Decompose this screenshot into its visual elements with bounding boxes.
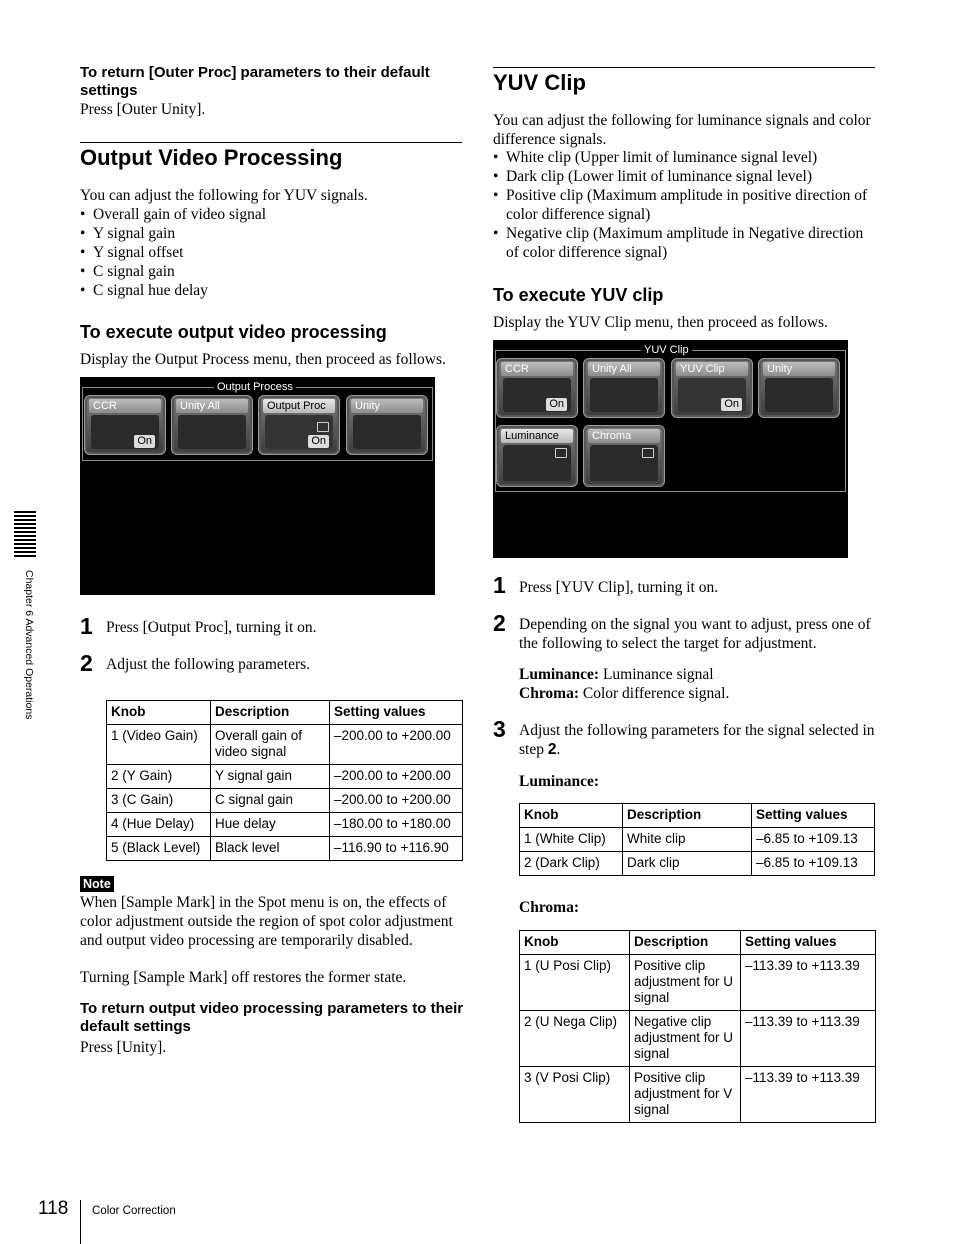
table-row: 1 (U Posi Clip) Positive clip adjustment for U signal –113.39 to +113.39 bbox=[520, 955, 876, 1011]
step-text: Press [Output Proc], turning it on. bbox=[106, 619, 317, 636]
footer-section: Color Correction bbox=[92, 1205, 176, 1217]
intro-text: You can adjust the following for YUV signals. bbox=[80, 187, 368, 204]
unity-button[interactable]: Unity bbox=[346, 395, 428, 455]
step-number: 1 bbox=[80, 613, 93, 639]
list-item: • Y signal gain bbox=[80, 224, 460, 243]
list-item: • Y signal offset bbox=[80, 243, 460, 262]
table-header-row: Knob Description Setting values bbox=[520, 931, 876, 955]
return-defaults-text: Press [Unity]. bbox=[80, 1039, 167, 1056]
table-row: 3 (V Posi Clip) Positive clip adjustment for V signal –113.39 to +113.39 bbox=[520, 1067, 876, 1123]
camera-icon bbox=[642, 448, 654, 458]
table-row: 4 (Hue Delay) Hue delay –180.00 to +180.00 bbox=[107, 813, 463, 837]
list-item: • Negative clip (Maximum amplitude in Negative direction of color difference signal) bbox=[493, 224, 875, 262]
bullet-list bbox=[80, 205, 460, 300]
table-row: 3 (C Gain) C signal gain –200.00 to +200.00 bbox=[107, 789, 463, 813]
bullet-list bbox=[493, 148, 875, 262]
note-text: Turning [Sample Mark] off restores the former state. bbox=[80, 969, 407, 986]
camera-icon bbox=[555, 448, 567, 458]
on-indicator: On bbox=[134, 435, 155, 448]
list-item: • White clip (Upper limit of luminance signal level) bbox=[493, 148, 875, 167]
ccr-button[interactable]: CCR On bbox=[84, 395, 166, 455]
output-proc-button[interactable]: Output Proc On bbox=[258, 395, 340, 455]
list-item: • Dark clip (Lower limit of luminance signal level) bbox=[493, 167, 875, 186]
table-header-row: Knob Description Setting values bbox=[107, 701, 463, 725]
table-row: 2 (U Nega Clip) Negative clip adjustment for U signal –113.39 to +113.39 bbox=[520, 1011, 876, 1067]
intro-text: You can adjust the following for luminance signals and color difference signals. bbox=[493, 112, 871, 148]
luminance-table-label: Luminance: bbox=[519, 773, 600, 790]
chroma-params-table bbox=[519, 930, 876, 1123]
step-text: Adjust the following parameters for the signal selected in step 2. bbox=[519, 722, 875, 758]
list-item: • Positive clip (Maximum amplitude in positive direction of color difference signal) bbox=[493, 186, 875, 224]
on-indicator: On bbox=[308, 435, 329, 448]
list-item: • C signal gain bbox=[80, 262, 460, 281]
unity-button[interactable]: Unity bbox=[758, 358, 840, 418]
yuv-clip-menu-screenshot bbox=[493, 340, 848, 558]
note-text: When [Sample Mark] in the Spot menu is on, the effects of color adjustment outside the region of spot color adjustment and output video processing are temporarily disabled. bbox=[80, 894, 453, 949]
outer-proc-text: Press [Outer Unity]. bbox=[80, 101, 206, 118]
section-title-yuv-clip: YUV Clip bbox=[493, 70, 586, 95]
luminance-definition: Luminance: Luminance signal bbox=[519, 666, 714, 683]
footer-divider bbox=[80, 1200, 81, 1244]
list-item: • C signal hue delay bbox=[80, 281, 460, 300]
table-header-row: Knob Description Setting values bbox=[520, 804, 875, 828]
procedure-heading: To execute YUV clip bbox=[493, 285, 664, 305]
procedure-heading: To execute output video processing bbox=[80, 322, 387, 342]
note-badge: Note bbox=[80, 876, 114, 892]
procedure-text: Display the YUV Clip menu, then proceed as follows. bbox=[493, 314, 828, 331]
ccr-button[interactable]: CCR On bbox=[496, 358, 578, 418]
table-row: 2 (Y Gain) Y signal gain –200.00 to +200.00 bbox=[107, 765, 463, 789]
menu-title: Output Process bbox=[214, 381, 296, 394]
on-indicator: On bbox=[721, 398, 742, 411]
page-number: 118 bbox=[38, 1198, 69, 1219]
chroma-table-label: Chroma: bbox=[519, 899, 579, 916]
step-text: Depending on the signal you want to adjust, press one of the following to select the target for adjustment. bbox=[519, 616, 871, 652]
camera-icon bbox=[317, 422, 329, 432]
list-item: • Overall gain of video signal bbox=[80, 205, 460, 224]
step-text: Press [YUV Clip], turning it on. bbox=[519, 579, 719, 596]
table-row: 2 (Dark Clip) Dark clip –6.85 to +109.13 bbox=[520, 852, 875, 876]
chroma-definition: Chroma: Color difference signal. bbox=[519, 685, 730, 702]
luminance-button[interactable]: Luminance bbox=[496, 425, 578, 487]
yuv-clip-button[interactable]: YUV Clip On bbox=[671, 358, 753, 418]
output-params-table bbox=[106, 700, 463, 861]
step-text: Adjust the following parameters. bbox=[106, 656, 311, 673]
table-row: 5 (Black Level) Black level –116.90 to +116.90 bbox=[107, 837, 463, 861]
chapter-tab-marker bbox=[14, 511, 36, 559]
section-title-output-video: Output Video Processing bbox=[80, 145, 343, 170]
step-number: 2 bbox=[80, 650, 93, 676]
table-row: 1 (White Clip) White clip –6.85 to +109.13 bbox=[520, 828, 875, 852]
step-number: 3 bbox=[493, 716, 506, 742]
unity-all-button[interactable]: Unity All bbox=[583, 358, 665, 418]
step-number: 2 bbox=[493, 610, 506, 636]
unity-all-button[interactable]: Unity All bbox=[171, 395, 253, 455]
menu-title: YUV Clip bbox=[641, 344, 692, 357]
luminance-params-table bbox=[519, 803, 875, 876]
return-defaults-heading: To return output video processing parameters to their default settings bbox=[80, 1000, 464, 1035]
step-number: 1 bbox=[493, 572, 506, 598]
on-indicator: On bbox=[546, 398, 567, 411]
chroma-button[interactable]: Chroma bbox=[583, 425, 665, 487]
outer-proc-heading: To return [Outer Proc] parameters to their default settings bbox=[80, 64, 430, 99]
table-row: 1 (Video Gain) Overall gain of video signal –200.00 to +200.00 bbox=[107, 725, 463, 765]
section-rule bbox=[80, 142, 462, 143]
output-process-menu-screenshot bbox=[80, 377, 435, 595]
section-rule bbox=[493, 67, 875, 68]
procedure-text: Display the Output Process menu, then proceed as follows. bbox=[80, 351, 446, 368]
chapter-side-label: Chapter 6 Advanced Operations bbox=[23, 570, 35, 720]
